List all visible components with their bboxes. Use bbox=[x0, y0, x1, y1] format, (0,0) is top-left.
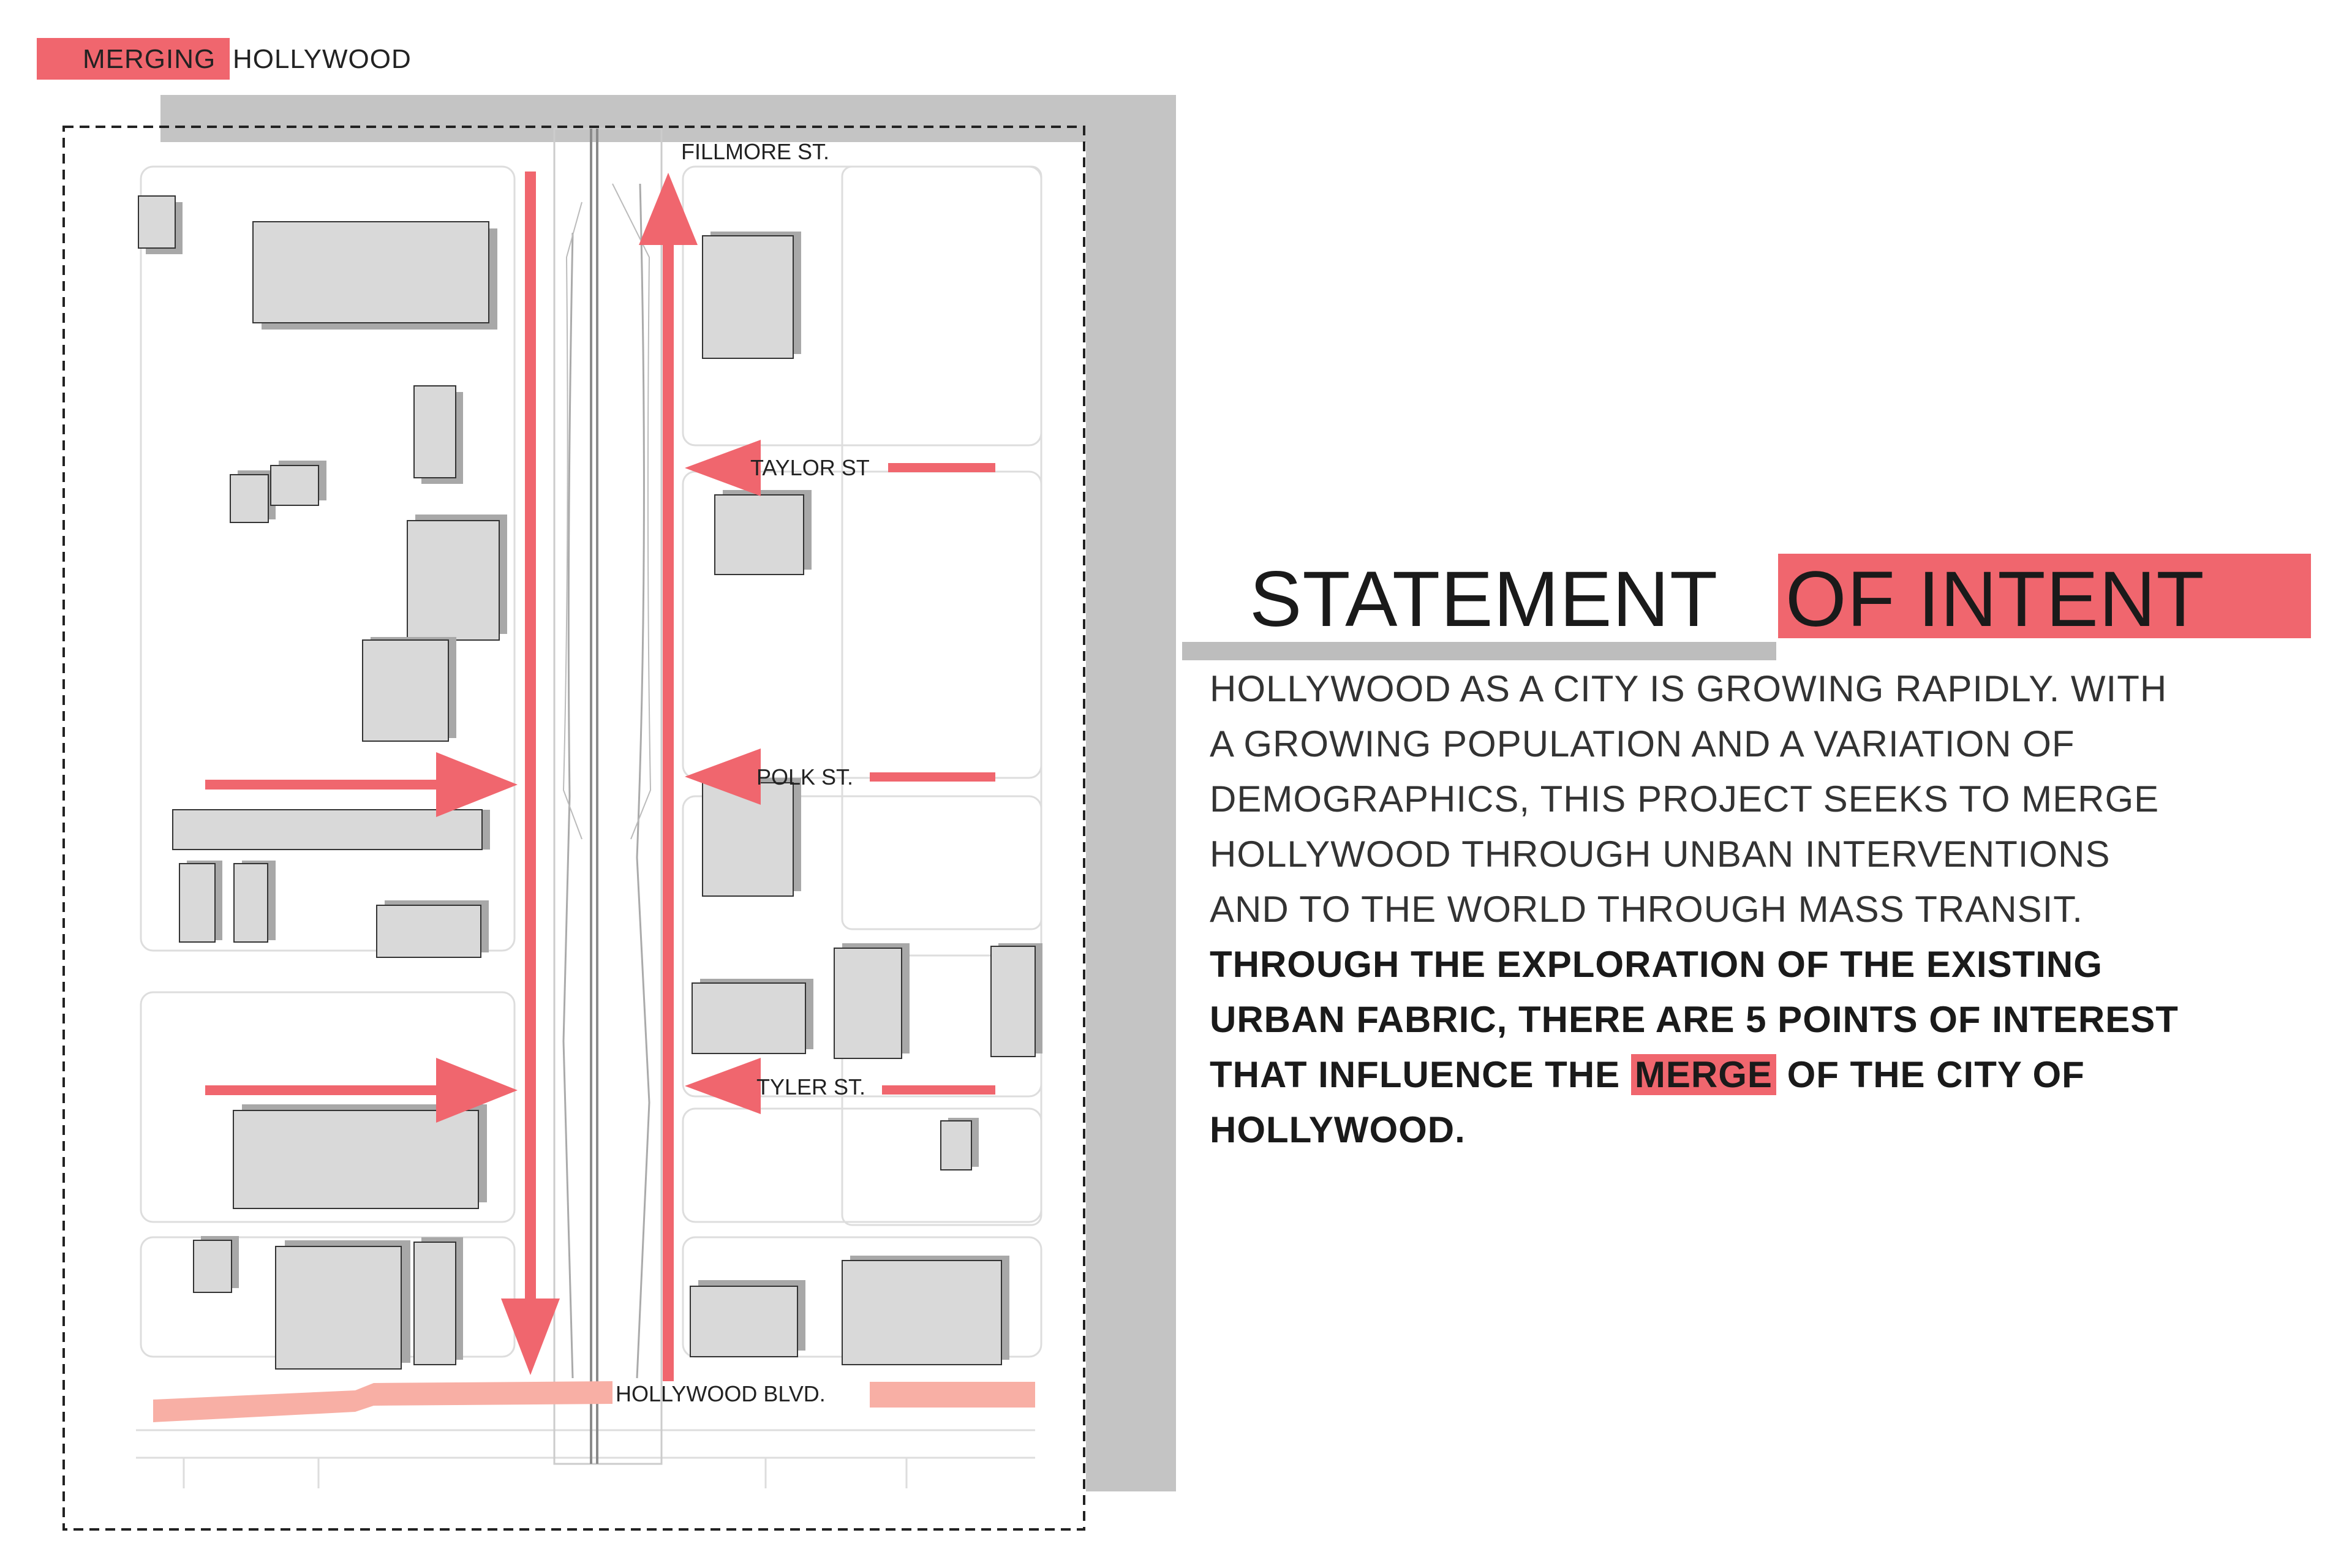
building bbox=[253, 222, 497, 330]
statement-line: HOLLYWOOD AS A CITY IS GROWING RAPIDLY. WITH bbox=[1210, 668, 2168, 709]
label-polk: POLK ST. bbox=[756, 764, 854, 790]
statement-bold-line: HOLLYWOOD. bbox=[1210, 1109, 1466, 1150]
merge-highlight: MERGE bbox=[1631, 1054, 1776, 1095]
building bbox=[179, 861, 222, 942]
label-fillmore: FILLMORE ST. bbox=[681, 139, 830, 164]
building bbox=[991, 943, 1042, 1057]
building bbox=[703, 232, 801, 358]
label-hollywood-blvd: HOLLYWOOD BLVD. bbox=[616, 1381, 826, 1406]
title-rest-text: HOLLYWOOD bbox=[233, 44, 412, 74]
statement-body bbox=[1210, 662, 2324, 1158]
building bbox=[377, 900, 489, 957]
statement-bold-line bbox=[1210, 1047, 2324, 1102]
statement-underline-bar bbox=[1182, 642, 1776, 660]
building bbox=[414, 386, 463, 484]
building bbox=[138, 196, 183, 254]
building bbox=[194, 1236, 239, 1292]
statement-bold-line: THROUGH THE EXPLORATION OF THE EXISTING bbox=[1210, 944, 2103, 985]
statement-line: DEMOGRAPHICS, THIS PROJECT SEEKS TO MERGE bbox=[1210, 778, 2160, 820]
building bbox=[173, 810, 490, 850]
statement-line: AND TO THE WORLD THROUGH MASS TRANSIT. bbox=[1210, 889, 2083, 930]
statement-bold-before: THAT INFLUENCE THE bbox=[1210, 1054, 1621, 1095]
statement-line: HOLLYWOOD THROUGH UNBAN INTERVENTIONS bbox=[1210, 834, 2111, 875]
building bbox=[941, 1118, 979, 1170]
building bbox=[233, 1104, 487, 1208]
statement-bold-line: URBAN FABRIC, THERE ARE 5 POINTS OF INTEREST bbox=[1210, 999, 2179, 1040]
label-taylor: TAYLOR ST bbox=[750, 455, 870, 480]
statement-bold-after: OF THE CITY OF bbox=[1787, 1054, 2085, 1095]
statement-title-highlighted: OF INTENT bbox=[1785, 556, 2205, 643]
building bbox=[834, 943, 910, 1058]
building bbox=[363, 637, 456, 741]
building bbox=[690, 1280, 805, 1357]
building bbox=[271, 461, 326, 505]
building bbox=[842, 1256, 1009, 1365]
label-tyler: TYLER ST. bbox=[756, 1074, 866, 1099]
building bbox=[230, 470, 276, 522]
building bbox=[715, 490, 812, 575]
building bbox=[692, 979, 813, 1054]
building bbox=[276, 1240, 410, 1369]
statement-title: STATEMENT bbox=[1250, 556, 1719, 643]
title-highlight-text: MERGING bbox=[83, 44, 216, 74]
statement-line: A GROWING POPULATION AND A VARIATION OF bbox=[1210, 723, 2075, 764]
building bbox=[234, 861, 276, 942]
building bbox=[414, 1237, 463, 1365]
building bbox=[407, 514, 507, 640]
